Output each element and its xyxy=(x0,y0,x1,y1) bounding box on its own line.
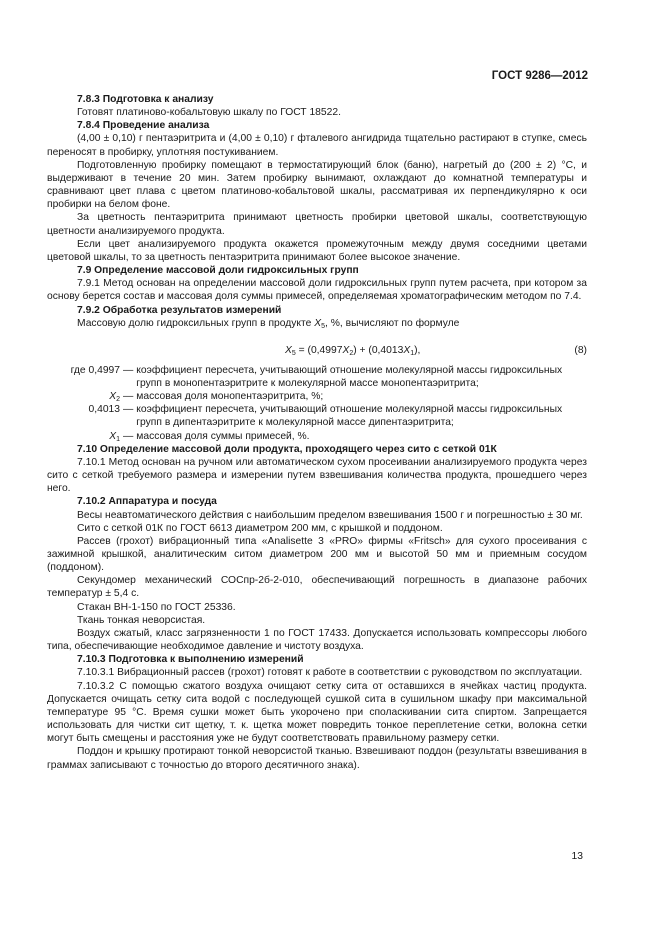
paragraph: За цветность пентаэритрита принимают цветность пробирки цветовой шкалы, соответствующую цветности анализируемого продукта. xyxy=(47,212,587,237)
section-heading-7-9-2: 7.9.2 Обработка результатов измерений xyxy=(77,304,282,316)
paragraph: Весы неавтоматического действия с наибольшим пределом взвешивания 1500 г и погрешностью ± 30 мг. xyxy=(77,509,583,521)
paragraph: Секундомер механический СОСпр-2б-2-010, обеспечивающий погрешность в диапазоне рабочих температур ± 5,4 с. xyxy=(47,575,587,600)
formula-expression: $X_5 = (0,4997X_2) + (0,4013X_1)$, xyxy=(285,344,421,357)
paragraph: Поддон и крышку протирают тонкой неворсистой тканью. Взвешивают поддон (результаты взвешивания в граммах записывают с точностью до второго десятичного знака). xyxy=(47,746,587,771)
where-word: где xyxy=(70,364,86,376)
section-heading-7-8-3: 7.8.3 Подготовка к анализу xyxy=(77,94,214,105)
paragraph: Сито с сеткой 01К по ГОСТ 6613 диаметром 200 мм, с крышкой и поддоном. xyxy=(77,522,443,534)
formula-8 xyxy=(47,342,587,360)
section-heading-7-9: 7.9 Определение массовой доли гидроксильных групп xyxy=(77,265,359,277)
section-heading-7-10: 7.10 Определение массовой доли продукта, проходящего через сито с сеткой 01К xyxy=(77,443,497,455)
paragraph: Ткань тонкая неворсистая. xyxy=(77,614,206,626)
paragraph: Воздух сжатый, класс загрязненности 1 по ГОСТ 17433. Допускается использовать компрессоры любого типа, обеспечивающие необходимое давление и чистоту воздуха. xyxy=(47,627,587,653)
paragraph: 7.10.3.1 Вибрационный рассев (грохот) готовят к работе в соответствии с руководством по эксплуатации. xyxy=(77,667,583,679)
definition-item: 0,4013 — коэффициент пересчета, учитывающий отношение молекулярной массы гидроксильных групп в дипентаэритрите к молекулярной массе дипентаэритрита; xyxy=(88,404,563,429)
variable-definitions xyxy=(47,364,587,443)
paragraph: Рассев (грохот) вибрационный типа «Analisette 3 «PRO» фирмы «Fritsch» для сухого просеивания с зажимной крышкой, аналитическим ситом диаметром 200 мм и высотой 50 мм и приемным сосудом (поддоном). xyxy=(47,535,587,574)
paragraph: 7.10.3.2 С помощью сжатого воздуха очищают сетку сита от оставшихся в ячейках частиц продукта. Допускается очищать сетку сита водой с последующей сушкой сита в сушильном шкафу при максимальной температуре 95 °С. Время сушки может быть укорочено при споласкивании сита спиртом. Запрещается использовать для чистки сит щетку, т. к. щетка может повредить тонкое переплетение сетки, волокна сетки могут быть смещены и расстояния уже не будут соответствовать правильному размеру сетки. xyxy=(47,680,587,745)
section-heading-7-10-3: 7.10.3 Подготовка к выполнению измерений xyxy=(77,654,304,666)
definition-item: $X_2$ — массовая доля монопентаэритрита, %; xyxy=(109,391,324,404)
paragraph: Готовят платиново-кобальтовую шкалу по ГОСТ 18522. xyxy=(77,107,341,119)
page-content xyxy=(47,93,587,772)
page-number: 13 xyxy=(571,851,583,862)
paragraph: 7.9.1 Метод основан на определении массовой доли гидроксильных групп путем расчета, при котором за основу берется состав и массовая доля суммы примесей, определяемая хроматографическим методом по 7.4. xyxy=(47,278,587,303)
section-heading-7-8-4: 7.8.4 Проведение анализа xyxy=(77,120,210,132)
paragraph: Массовую долю гидроксильных групп в продукте $X_5$, %, вычисляют по формуле xyxy=(77,317,460,330)
paragraph: Стакан ВН-1-150 по ГОСТ 25336. xyxy=(77,601,236,613)
definition-item: $X_1$ — массовая доля суммы примесей, %. xyxy=(109,430,310,443)
paragraph: (4,00 ± 0,10) г пентаэритрита и (4,00 ± 0,10) г фталевого ангидрида тщательно растирают в ступке, смесь переносят в пробирку, уплотняя постукиванием. xyxy=(47,133,587,158)
section-heading-7-10-2: 7.10.2 Аппаратура и посуда xyxy=(77,496,217,508)
document-number: ГОСТ 9286—2012 xyxy=(491,70,588,82)
paragraph: Если цвет анализируемого продукта окажется промежуточным между двумя соседними цветами цветовой шкалы, то за цветность пентаэритрита принимают более высокое значение. xyxy=(47,238,587,263)
paragraph: 7.10.1 Метод основан на ручном или автоматическом сухом просеивании анализируемого продукта через сито с сеткой требуемого размера и измерении путем взвешивания количества продукта, прошедшего через него. xyxy=(47,456,587,495)
paragraph: Подготовленную пробирку помещают в термостатирующий блок (баню), нагретый до (200 ± 2) °С, и выдерживают в течение 20 мин. Затем пробирку вынимают, охлаждают до комнатной температуры и сравнивают цвет плава с цветом платиново-кобальтовой шкалы, рассматривая их перпендикулярно к оси пробирки на белом фоне. xyxy=(47,159,587,211)
formula-number: (8) xyxy=(574,344,587,356)
definition-item: где 0,4997 — коэффициент пересчета, учитывающий отношение молекулярной массы гидроксильных групп в монопентаэритрите к молекулярной массе монопентаэритрита; xyxy=(70,364,563,389)
